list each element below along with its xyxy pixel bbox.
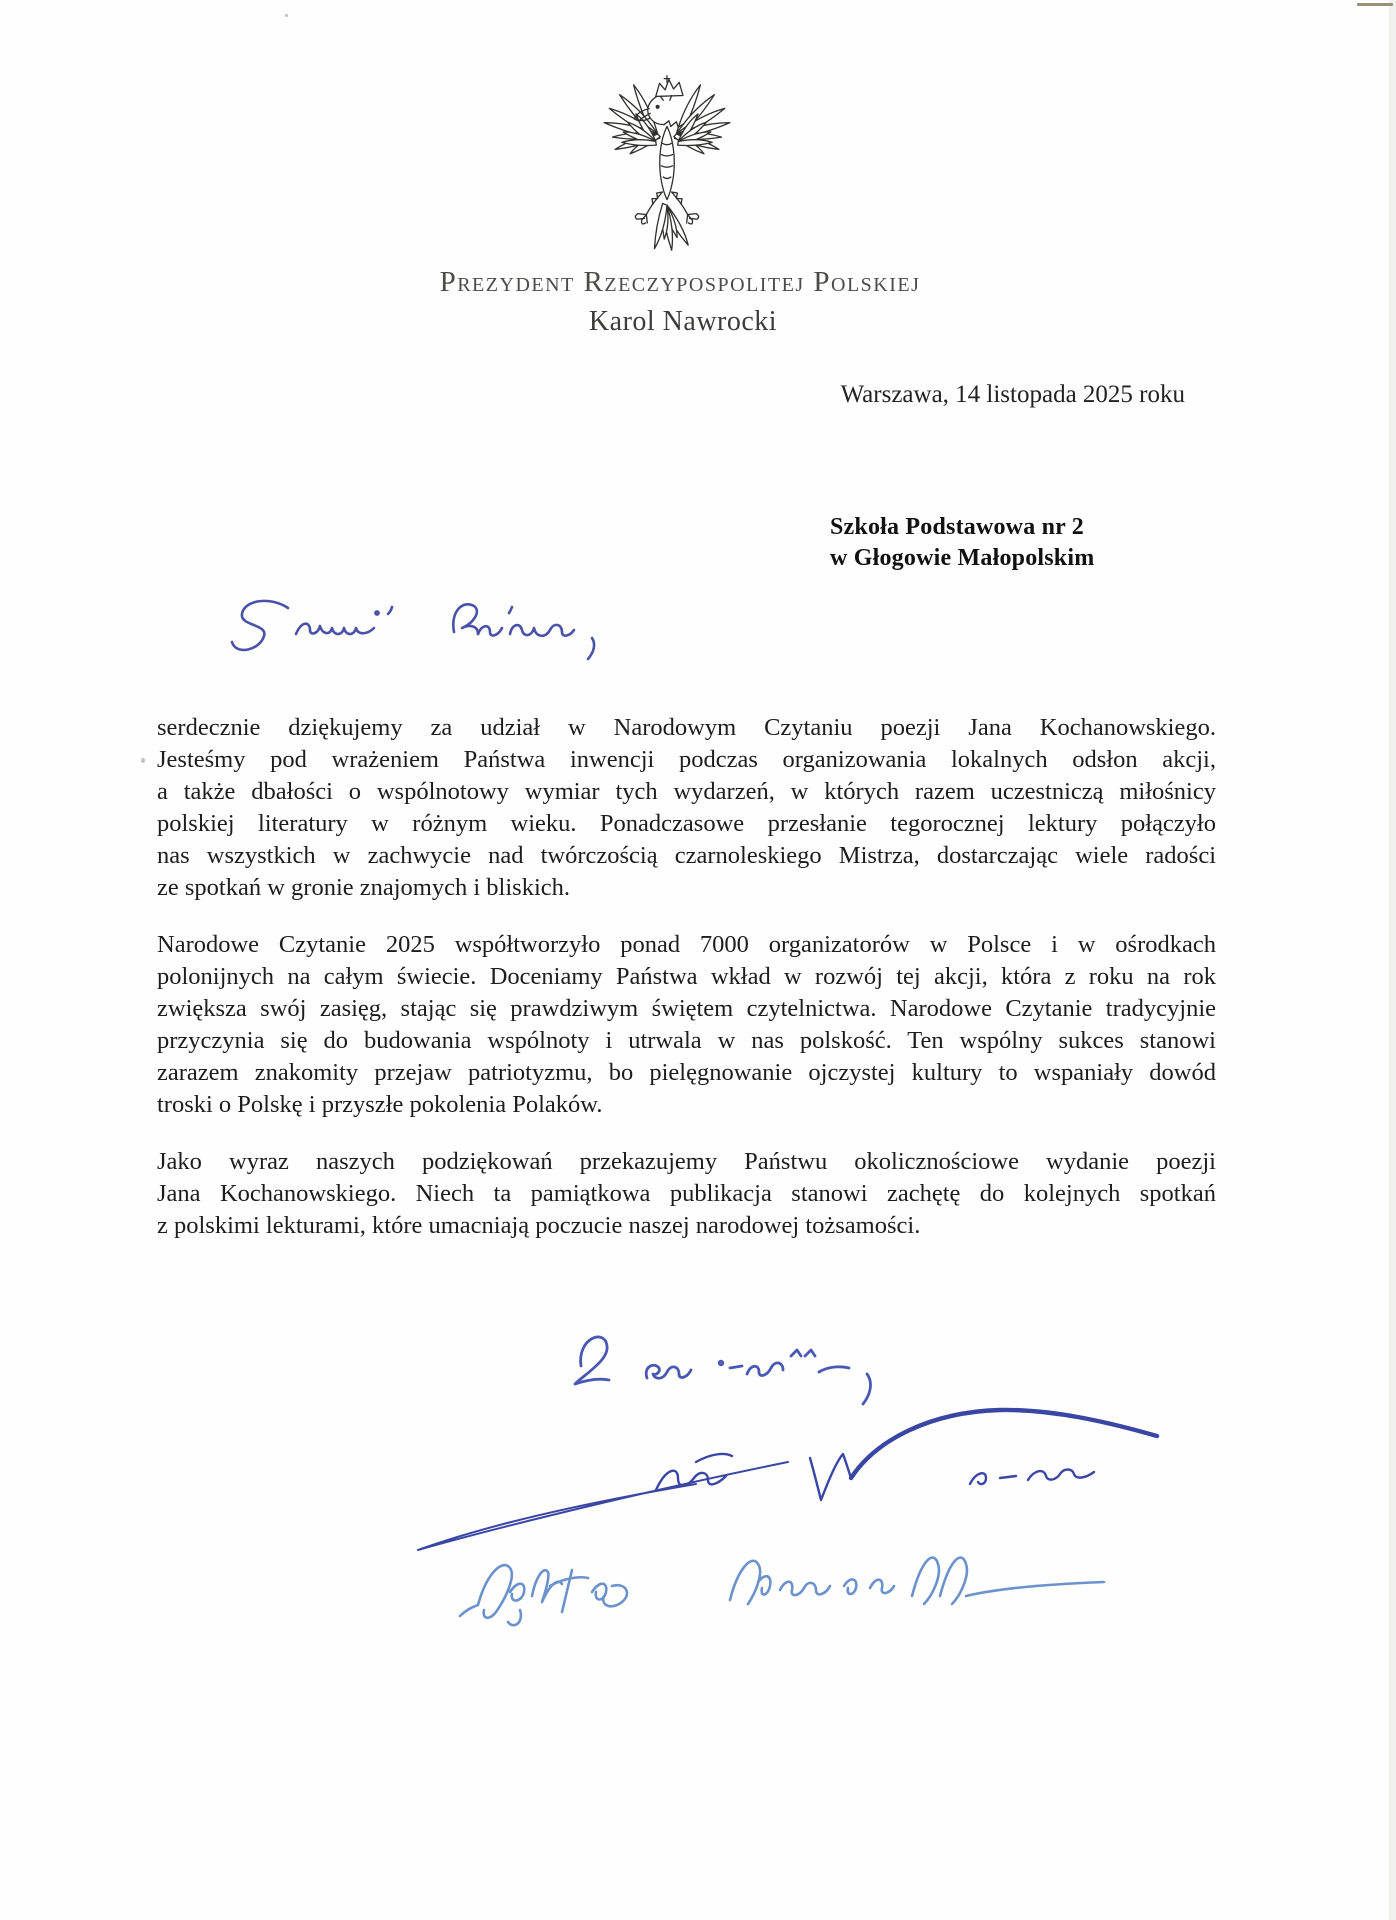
- signature-primary: [418, 1410, 1157, 1550]
- body-line: troski o Polskę i przyszłe pokolenia Polaków.: [157, 1091, 603, 1118]
- scan-edge-dash: [1357, 3, 1393, 6]
- body-line: polskiej literatury w różnym wieku. Ponadczasowe przesłanie tegorocznej lektury połączyło: [157, 810, 1216, 837]
- polish-eagle-emblem-icon: [592, 73, 742, 253]
- recipient-line-2: w Głogowie Małopolskim: [830, 545, 1095, 571]
- recipient-block: [830, 512, 1094, 574]
- body-line: ze spotkań w gronie znajomych i bliskich.: [157, 874, 570, 901]
- handwritten-signatures: [360, 1400, 1182, 1632]
- body-line: polonijnych na całym świecie. Doceniamy Państwa wkład w rozwój tej akcji, która z roku na rok: [157, 963, 1216, 990]
- recipient-line-1: Szkoła Podstawowa nr 2: [830, 514, 1084, 540]
- paragraph-2: [157, 929, 1216, 1121]
- dateline: Warszawa, 14 listopada 2025 roku: [840, 381, 1185, 408]
- signature-secondary: [460, 1558, 1104, 1626]
- handwritten-greeting: [226, 594, 628, 664]
- body-line: zarazem znakomity przejaw patriotyzmu, bo pielęgnowanie ojczystej kultury to wspaniały dowód: [157, 1059, 1216, 1086]
- body-line: nas wszystkich w zachwycie nad twórczością czarnoleskiego Mistrza, dostarczając wiele radości: [157, 842, 1216, 869]
- paragraph-1: [157, 712, 1216, 904]
- body-line: Narodowe Czytanie 2025 współtworzyło ponad 7000 organizatorów w Polsce i w ośrodkach: [157, 931, 1216, 958]
- body-line: a także dbałości o wspólnotowy wymiar tych wydarzeń, w których razem uczestniczą miłośnicy: [157, 778, 1216, 805]
- letterhead-title: Prezydent Rzeczypospolitej Polskiej: [439, 266, 921, 298]
- body-line: zwiększa swój zasięg, stając się prawdziwym świętem czytelnictwa. Narodowe Czytanie tradycyjnie: [157, 995, 1216, 1022]
- paragraph-3: [157, 1146, 1216, 1242]
- scan-artifact-dot: [141, 758, 145, 763]
- body-line: Jako wyraz naszych podziękowań przekazujemy Państwu okolicznościowe wydanie poezji: [157, 1148, 1216, 1175]
- letter-body: [157, 712, 1216, 1267]
- body-line: z polskimi lekturami, które umacniają poczucie naszej narodowej tożsamości.: [157, 1212, 921, 1239]
- body-line: serdecznie dziękujemy za udział w Narodowym Czytaniu poezji Jana Kochanowskiego.: [157, 714, 1216, 741]
- body-line: Jana Kochanowskiego. Niech ta pamiątkowa publikacja stanowi zachętę do kolejnych spotkań: [157, 1180, 1216, 1207]
- letterhead-name: Karol Nawrocki: [588, 306, 778, 337]
- scan-artifact-dot: [285, 14, 288, 17]
- scan-edge-band: [1389, 0, 1396, 1920]
- body-line: Jesteśmy pod wrażeniem Państwa inwencji podczas organizowania lokalnych odsłon akcji,: [157, 746, 1216, 773]
- body-line: przyczynia się do budowania wspólnoty i utrwala w nas polskość. Ten wspólny sukces stanowi: [157, 1027, 1216, 1054]
